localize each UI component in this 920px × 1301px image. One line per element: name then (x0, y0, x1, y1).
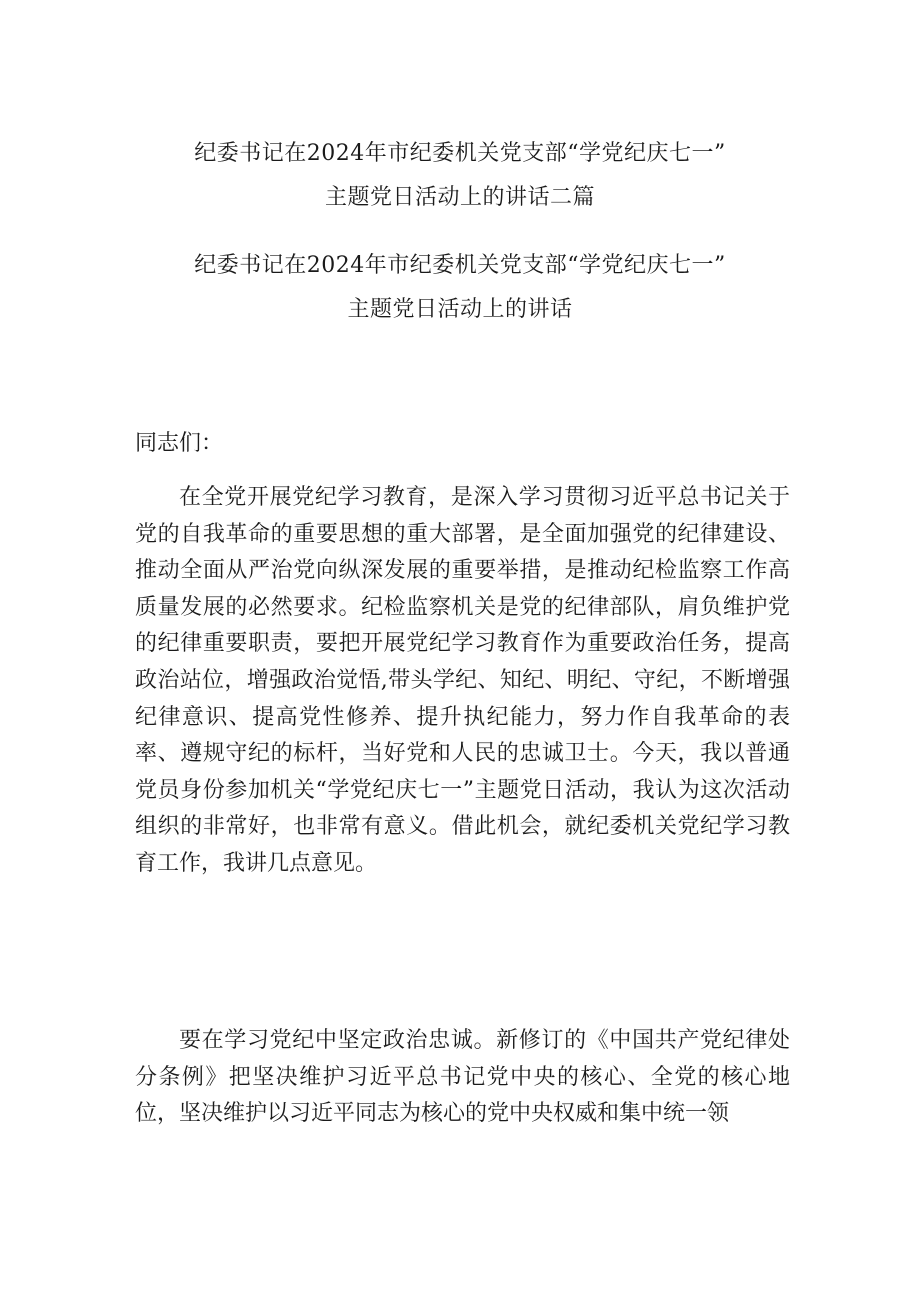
main-title (0, 132, 920, 220)
main-title-line-1: 纪委书记在2024年市纪委机关党支部“学党纪庆七一” (194, 141, 726, 166)
paragraph-1-container (135, 480, 790, 883)
paragraph-1: 在全党开展党纪学习教育，是深入学习贯彻习近平总书记关于党的自我革命的重要思想的重大部署，是全面加强党的纪律建设、推动全面从严治党向纵深发展的重要举措，是推动纪检监察工作高质量发展的必然要求。纪检监察机关是党的纪律部队，肩负维护党的纪律重要职责，要把开展党纪学习教育作为重要政治任务，提高政治站位，增强政治觉悟,带头学纪、知纪、明纪、守纪，不断增强纪律意识、提高党性修养、提升执纪能力，努力作自我革命的表率、遵规守纪的标杆，当好党和人民的忠诚卫士。今天，我以普通党员身份参加机关“学党纪庆七一”主题党日活动，我认为这次活动组织的非常好，也非常有意义。借此机会，就纪委机关党纪学习教育工作，我讲几点意见。 (135, 485, 790, 876)
main-title-line-2: 主题党日活动上的讲话二篇 (324, 185, 595, 210)
sub-title-line-2: 主题党日活动上的讲话 (347, 297, 573, 322)
paragraph-2-container (135, 1023, 790, 1133)
sub-title (0, 244, 920, 332)
paragraph-2: 要在学习党纪中坚定政治忠诚。新修订的《中国共产党纪律处分条例》把坚决维护习近平总书记党中央的核心、全党的核心地位，坚决维护以习近平同志为核心的党中央权威和集中统一领 (135, 1028, 790, 1127)
greeting: 同志们： (135, 431, 224, 456)
sub-title-line-1: 纪委书记在2024年市纪委机关党支部“学党纪庆七一” (194, 253, 726, 278)
